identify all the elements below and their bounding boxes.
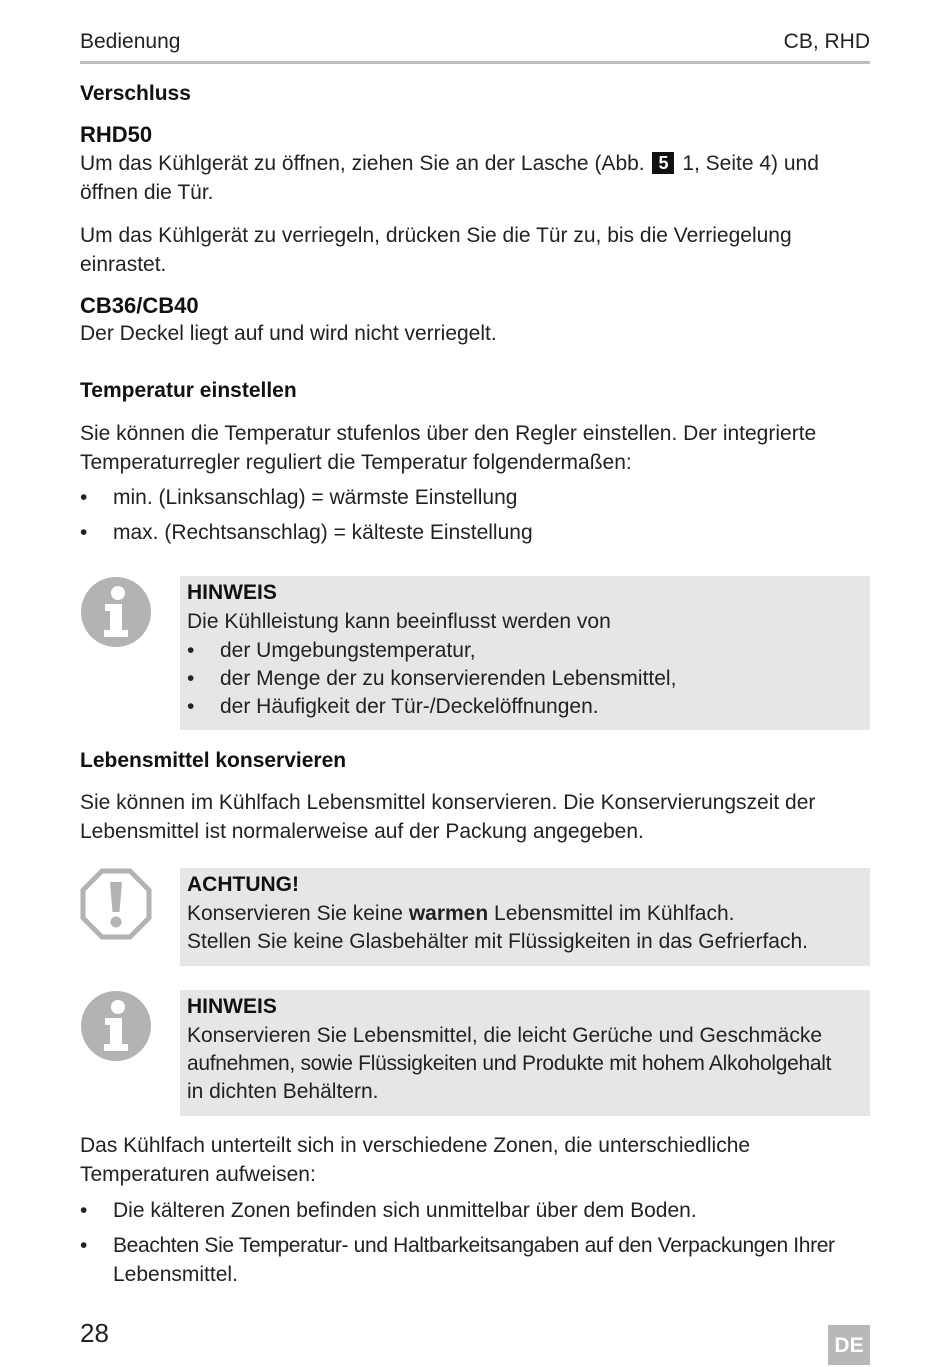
bullet: • <box>187 639 195 662</box>
note-line: Konservieren Sie Lebensmittel, die leicht Gerüche und Geschmäcke <box>187 1024 823 1047</box>
note-box-hinweis <box>180 990 870 1116</box>
text: Sie können im Kühlfach Lebensmittel konservieren. Die Konservierungszeit der <box>80 791 816 814</box>
note-line <box>187 900 735 929</box>
text: Lebensmittel ist normalerweise auf der Packung angegeben. <box>80 819 644 843</box>
text: einrastet. <box>80 252 167 276</box>
info-icon <box>80 990 152 1067</box>
list-item-text: der Häufigkeit der Tür-/Deckelöffnungen. <box>220 695 599 718</box>
note-intro: Die Kühlleistung kann beeinflusst werden von <box>187 610 611 633</box>
info-icon <box>80 576 152 653</box>
bullet: • <box>187 667 195 690</box>
heading-verschluss: Verschluss <box>80 82 191 105</box>
paragraph-cb: Der Deckel liegt auf und wird nicht verriegelt. <box>80 322 497 345</box>
list-item-text: max. (Rechtsanschlag) = kälteste Einstellung <box>113 521 533 544</box>
heading-cb36-cb40: CB36/CB40 <box>80 293 199 318</box>
list-item-text: Beachten Sie Temperatur- und Haltbarkeitsangaben auf den Verpackungen Ihrer <box>113 1234 835 1257</box>
list-item <box>187 693 599 722</box>
list-item <box>80 1232 870 1289</box>
list-item <box>187 665 676 694</box>
heading-lebensmittel: Lebensmittel konservieren <box>80 749 347 772</box>
note-title: HINWEIS <box>187 581 277 604</box>
bullet: • <box>80 1234 88 1257</box>
running-header-section: Bedienung <box>80 30 181 53</box>
text: Das Kühlfach unterteilt sich in verschiedene Zonen, die unterschiedliche <box>80 1134 751 1157</box>
paragraph-rhd-open <box>80 150 870 207</box>
figure-number-badge: 5 <box>652 152 674 174</box>
header-divider <box>80 61 870 64</box>
note-title: HINWEIS <box>187 995 277 1018</box>
bullet: • <box>80 486 88 509</box>
text: Lebensmittel im Kühlfach. <box>494 902 735 925</box>
note-box-hinweis <box>180 576 870 730</box>
text: 1, Seite 4) und <box>682 152 819 175</box>
list-item <box>80 484 517 513</box>
list-item-text: der Umgebungstemperatur, <box>220 639 476 662</box>
paragraph-lebensmittel <box>80 789 870 846</box>
emphasis-text: warmen <box>408 902 489 925</box>
paragraph-rhd-lock <box>80 222 870 279</box>
bullet: • <box>187 695 195 718</box>
list-item <box>80 519 533 548</box>
text: Um das Kühlgerät zu öffnen, ziehen Sie an der Lasche (Abb. <box>80 152 645 175</box>
list-item <box>187 637 476 666</box>
paragraph-temperatur <box>80 420 870 477</box>
list-item-text: min. (Linksanschlag) = wärmste Einstellung <box>113 486 518 509</box>
text: Sie können die Temperatur stufenlos über den Regler einstellen. Der integrierte <box>80 422 817 445</box>
text: öffnen die Tür. <box>80 180 214 204</box>
paragraph-zonen <box>80 1132 870 1189</box>
text: Um das Kühlgerät zu verriegeln, drücken Sie die Tür zu, bis die Verriegelung <box>80 224 792 247</box>
text: Konservieren Sie keine <box>187 902 403 925</box>
page-number: 28 <box>80 1318 109 1348</box>
exclamation-octagon-icon <box>80 868 152 945</box>
heading-temperatur: Temperatur einstellen <box>80 379 297 402</box>
list-item <box>80 1197 697 1226</box>
text: Temperaturen aufweisen: <box>80 1162 316 1186</box>
language-tab: DE <box>828 1325 870 1365</box>
note-title: ACHTUNG! <box>187 873 299 896</box>
list-item-text: der Menge der zu konservierenden Lebensmittel, <box>220 667 677 690</box>
text: Temperaturregler reguliert die Temperatur folgendermaßen: <box>80 450 632 474</box>
bullet: • <box>80 521 88 544</box>
running-header-models: CB, RHD <box>783 30 870 53</box>
note-line: Stellen Sie keine Glasbehälter mit Flüssigkeiten in das Gefrierfach. <box>187 930 808 953</box>
note-line: aufnehmen, sowie Flüssigkeiten und Produkte mit hohem Alkoholgehalt <box>187 1052 832 1075</box>
note-box-achtung <box>180 868 870 966</box>
list-item-text: Lebensmittel. <box>113 1262 238 1286</box>
bullet: • <box>80 1199 88 1222</box>
list-item-text: Die kälteren Zonen befinden sich unmittelbar über dem Boden. <box>113 1199 697 1222</box>
note-line: in dichten Behältern. <box>187 1080 379 1103</box>
heading-rhd50: RHD50 <box>80 122 153 147</box>
